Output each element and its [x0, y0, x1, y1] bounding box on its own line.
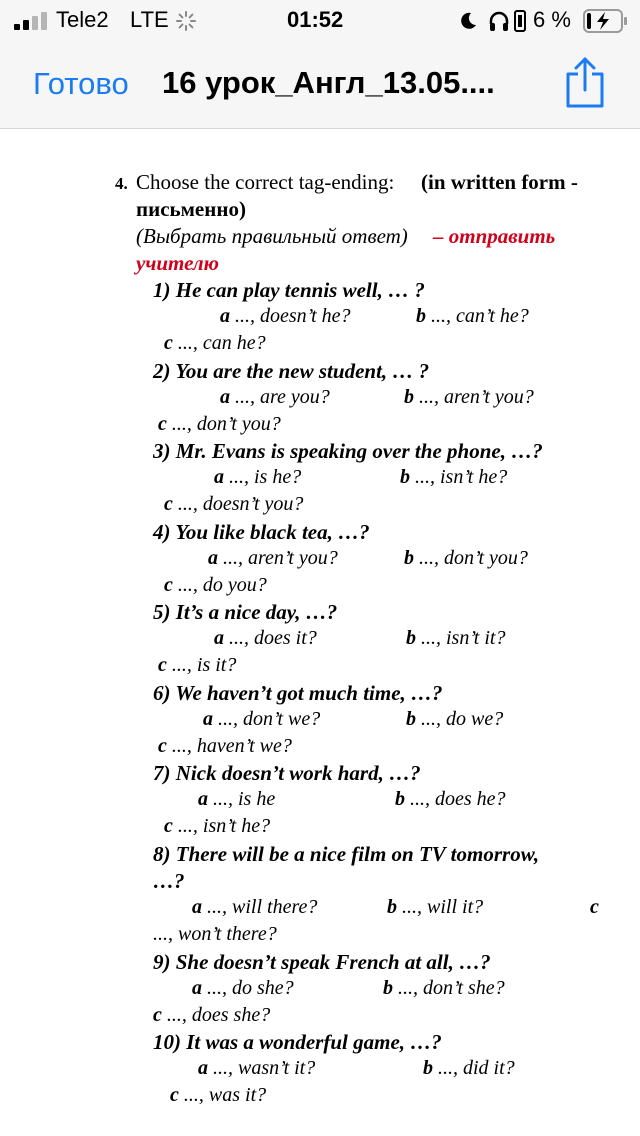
moon-icon: [458, 11, 478, 31]
option-c: c ..., was it?: [170, 1084, 267, 1106]
clock: 01:52: [287, 7, 344, 32]
task-send-line2: учителю: [136, 251, 219, 275]
question-text: 8) There will be a nice film on TV tomorrow,: [153, 842, 540, 866]
loading-spinner-icon: [176, 11, 196, 31]
option-b: b ..., do we?: [406, 708, 504, 730]
option-b: b ..., don’t she?: [383, 977, 505, 999]
option-c: c ..., haven’t we?: [158, 735, 292, 757]
option-c: c ..., doesn’t you?: [164, 493, 304, 515]
option-a: a ..., does it?: [214, 627, 317, 649]
signal-icon: [14, 12, 48, 30]
option-b: b ..., can’t he?: [416, 305, 529, 327]
task-form-line2: письменно): [136, 197, 246, 221]
task-intro: Choose the correct tag-ending:: [136, 170, 395, 194]
question-text: 9) She doesn’t speak French at all, …?: [153, 950, 491, 974]
option-a: a ..., do she?: [192, 977, 294, 999]
option-c-letter: c: [590, 896, 599, 918]
option-a: a ..., is he: [198, 788, 276, 810]
battery-charging-icon: [583, 9, 629, 33]
option-c: c ..., don’t you?: [158, 413, 281, 435]
question-text: 6) We haven’t got much time, …?: [153, 681, 443, 705]
option-a: a ..., doesn’t he?: [220, 305, 351, 327]
task-instruction: (Выбрать правильный ответ): [136, 224, 408, 248]
question-text: 4) You like black tea, …?: [153, 520, 370, 544]
option-a: a ..., aren’t you?: [208, 547, 338, 569]
document-nav-bar: [0, 42, 640, 129]
status-bar: [0, 0, 640, 42]
option-b: b ..., don’t you?: [404, 547, 528, 569]
option-a: a ..., are you?: [220, 386, 330, 408]
question-text: 1) He can play tennis well, … ?: [153, 278, 425, 302]
option-b: b ..., does he?: [395, 788, 506, 810]
task-form-line1: (in written form -: [421, 170, 578, 194]
headphones-icon: [488, 10, 510, 32]
option-a: a ..., don’t we?: [203, 708, 321, 730]
option-c: c ..., isn’t he?: [164, 815, 271, 837]
option-b: b ..., isn’t it?: [406, 627, 506, 649]
document-title: 16 урок_Англ_13.05....: [162, 65, 495, 100]
question-text-continued: …?: [153, 869, 185, 893]
option-c: c ..., does she?: [153, 1004, 271, 1026]
option-b: b ..., aren’t you?: [404, 386, 534, 408]
portrait-lock-icon: [514, 10, 526, 32]
option-b: b ..., did it?: [423, 1057, 515, 1079]
carrier-name: Tele2: [56, 7, 109, 32]
network-type: LTE: [130, 7, 169, 32]
document-page: [0, 129, 640, 1136]
option-a: a ..., will there?: [192, 896, 318, 918]
battery-percent: 6 %: [533, 7, 571, 32]
option-b: b ..., isn’t he?: [400, 466, 508, 488]
option-b: b ..., will it?: [387, 896, 484, 918]
question-text: 10) It was a wonderful game, …?: [153, 1030, 442, 1054]
task-send-line1: – отправить: [433, 224, 556, 248]
share-icon[interactable]: [564, 56, 606, 108]
option-c: c ..., can he?: [164, 332, 266, 354]
done-button[interactable]: Готово: [33, 66, 129, 101]
option-c: c ..., do you?: [164, 574, 267, 596]
question-text: 3) Mr. Evans is speaking over the phone, …?: [153, 439, 543, 463]
question-text: 2) You are the new student, … ?: [153, 359, 430, 383]
question-text: 7) Nick doesn’t work hard, …?: [153, 761, 421, 785]
task-number: 4.: [115, 174, 128, 193]
question-text: 5) It’s a nice day, …?: [153, 600, 338, 624]
option-c: ..., won’t there?: [153, 923, 277, 945]
option-c: c ..., is it?: [158, 654, 237, 676]
option-a: a ..., wasn’t it?: [198, 1057, 316, 1079]
option-a: a ..., is he?: [214, 466, 302, 488]
